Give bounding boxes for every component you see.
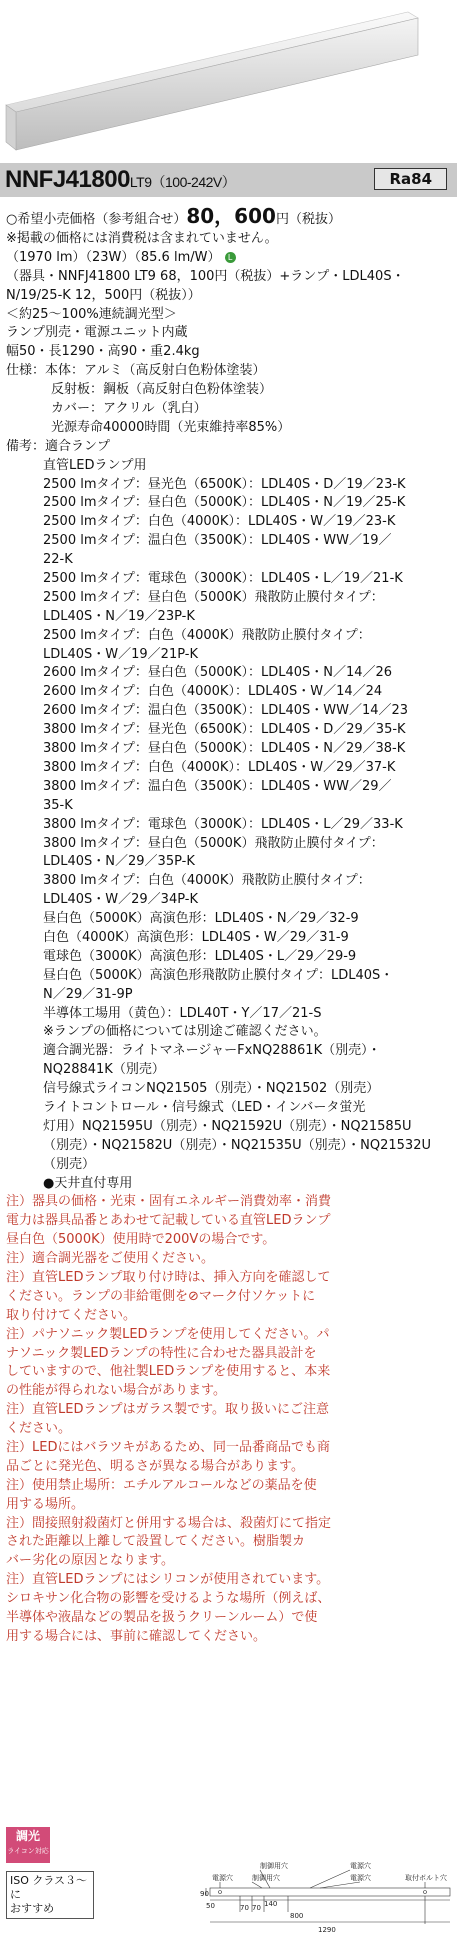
remark-line: 信号線式ライコンNQ21505（別売）・NQ21502（別売） bbox=[43, 1081, 380, 1097]
remark-line: 適合調光器：ライトマネージャーFxNQ28861K（別売）・ bbox=[43, 1043, 381, 1059]
notes-list bbox=[6, 1193, 453, 1646]
note-line: 注）直管LEDランプはガラス製です。取り扱いにご注意 bbox=[6, 1402, 330, 1418]
lamp-info: ランプ別売・電源ユニット内蔵 bbox=[6, 325, 188, 341]
remark-line: 3800 lmタイプ：電球色（3000K）：LDL40S・L／29／33-K bbox=[43, 816, 403, 832]
remark-line: （別売） bbox=[43, 1156, 96, 1172]
note-line: 半導体や液晶などの製品を扱うクリーンルーム）で使 bbox=[6, 1610, 318, 1626]
remark-line: 2600 lmタイプ：昼白色（5000K）：LDL40S・N／14／26 bbox=[43, 665, 393, 681]
remark-line: 22-K bbox=[43, 552, 73, 568]
remark-line: N／29／31-9P bbox=[43, 986, 133, 1002]
remark-line: 備考：適合ランプ bbox=[6, 438, 111, 454]
note-line: された距離以上離して設置してください。樹脂製カ bbox=[6, 1534, 306, 1550]
remark-line: 3800 lmタイプ：昼白色（5000K）飛散防止膜付タイプ： bbox=[43, 835, 384, 851]
remark-line: ●天井直付専用 bbox=[43, 1175, 133, 1191]
remark-line: 2600 lmタイプ：白色（4000K）：LDL40S・W／14／24 bbox=[43, 684, 383, 700]
remark-line: 3800 lmタイプ：昼光色（6500K）：LDL40S・D／29／35-K bbox=[43, 722, 406, 738]
spec-line: 反射板：鋼板（高反射白色粉体塗装） bbox=[51, 382, 273, 398]
diagram-dim: 70 bbox=[240, 1904, 249, 1912]
note-line: 注）パナソニック製LEDランプを使用してください。パ bbox=[6, 1326, 330, 1342]
dimensions-line: 幅50・長1290・高90・重2.4kg bbox=[6, 344, 200, 360]
remark-line: ライトコントロール・信号線式（LED・インバータ蛍光 bbox=[43, 1099, 366, 1115]
remark-line: 半導体工場用（黄色）：LDL40T・Y／17／21-S bbox=[43, 1005, 322, 1021]
ra-badge: Ra84 bbox=[374, 168, 447, 190]
note-line: 注）間接照射殺菌灯と併用する場合は、殺菌灯にて指定 bbox=[6, 1515, 332, 1531]
note-line: 用する場合には、事前に確認してください。 bbox=[6, 1628, 267, 1644]
l-mark-icon: L bbox=[225, 252, 236, 263]
dimension-diagram bbox=[200, 1860, 457, 1954]
iso-line: ISO クラス３～に bbox=[10, 1874, 88, 1901]
remark-line: 2500 lmタイプ：温白色（3500K）：LDL40S・WW／19／ bbox=[43, 533, 392, 549]
dimming-badge-title: 調光 bbox=[15, 1829, 40, 1843]
diagram-dim: 90 bbox=[200, 1890, 209, 1898]
price-line: ○希望小売価格（参考組合せ）80，600円（税抜） bbox=[6, 204, 341, 228]
remark-line: 灯用）NQ21595U（別売）・NQ21592U（別売）・NQ21585U bbox=[43, 1118, 412, 1134]
remark-line: 35-K bbox=[43, 797, 73, 813]
model-suffix: LT9（100-242V） bbox=[129, 174, 236, 190]
remark-line: 白色（4000K）高演色形：LDL40S・W／29／31-9 bbox=[43, 929, 349, 945]
remark-line: 2500 lmタイプ：昼光色（6500K）：LDL40S・D／19／23-K bbox=[43, 476, 406, 492]
note-line: 注）直管LEDランプ取り付け時は、挿入方向を確認して bbox=[6, 1269, 331, 1285]
remark-line: 昼白色（5000K）高演色形：LDL40S・N／29／32-9 bbox=[43, 911, 359, 927]
note-line: 昼白色（5000K）使用時で200Vの場合です。 bbox=[6, 1232, 276, 1248]
product-image bbox=[0, 0, 457, 160]
diagram-dim: 800 bbox=[290, 1912, 304, 1920]
note-line: 電力は器具品番とあわせて記載している直管LEDランプ bbox=[6, 1213, 331, 1229]
diagram-label: 取付ボルト穴 bbox=[405, 1874, 447, 1882]
dimming-range: ＜約25～100%連続調光型＞ bbox=[6, 306, 177, 322]
remark-line: ※ランプの価格については別途ご確認ください。 bbox=[43, 1024, 327, 1040]
diagram-label: 制御用穴 bbox=[260, 1862, 288, 1870]
diagram-label: 電源穴 bbox=[350, 1862, 371, 1870]
remark-line: 2500 lmタイプ：昼白色（5000K）：LDL40S・N／19／25-K bbox=[43, 495, 406, 511]
remark-line: 3800 lmタイプ：昼白色（5000K）：LDL40S・N／29／38-K bbox=[43, 741, 406, 757]
dimming-badge bbox=[6, 1827, 50, 1863]
note-line: の性能が得られない場合があります。 bbox=[6, 1383, 226, 1399]
price-value: 80，600 bbox=[186, 204, 276, 228]
spec-line: 光源寿命40000時間（光束維持率85%） bbox=[51, 419, 291, 435]
diagram-dim: 70 bbox=[252, 1904, 261, 1912]
breakdown-line: N/19/25-K 12，500円（税抜）） bbox=[6, 287, 201, 303]
note-line: 注）直管LEDランプにはシリコンが使用されています。 bbox=[6, 1572, 330, 1588]
remark-line: NQ28841K（別売） bbox=[43, 1062, 165, 1078]
product-header bbox=[0, 163, 457, 197]
diagram-dim: 1290 bbox=[318, 1926, 336, 1934]
note-line: 注）適合調光器をご使用ください。 bbox=[6, 1251, 215, 1267]
note-line: 取り付けてください。 bbox=[6, 1307, 137, 1323]
spec-text bbox=[6, 204, 453, 1647]
diagram-label: 電源穴 bbox=[212, 1874, 233, 1882]
note-line: ください。 bbox=[6, 1421, 72, 1437]
remark-line: LDL40S・W／29／34P-K bbox=[43, 892, 198, 908]
note-line: 用する場所。 bbox=[6, 1496, 85, 1512]
dimming-badge-sub: ライコン対応 bbox=[7, 1847, 49, 1855]
remark-line: 2500 lmタイプ：白色（4000K）飛散防止膜付タイプ： bbox=[43, 627, 371, 643]
note-line: ください。ランプの非給電側を⊘マーク付ソケットに bbox=[6, 1288, 316, 1304]
note-line: ナソニック製LEDランプの特性に合わせた器具設計を bbox=[6, 1345, 317, 1361]
note-line: 品ごとに発光色、明るさが異なる場合があります。 bbox=[6, 1458, 304, 1474]
diagram-label: 電源穴 bbox=[350, 1874, 371, 1882]
remark-line: 電球色（3000K）高演色形：LDL40S・L／29／29-9 bbox=[43, 948, 357, 964]
note-line: 注）LEDにはバラツキがあるため、同一品番商品でも商 bbox=[6, 1440, 330, 1455]
remark-line: 直管LEDランプ用 bbox=[43, 457, 147, 473]
iso-line: おすすめ bbox=[10, 1902, 55, 1915]
remark-line: 2500 lmタイプ：昼白色（5000K）飛散防止膜付タイプ： bbox=[43, 589, 384, 605]
tax-note: ※掲載の価格には消費税は含まれていません。 bbox=[6, 231, 278, 246]
note-line: 注）器具の価格・光束・固有エネルギー消費効率・消費 bbox=[6, 1194, 332, 1210]
spec-line: カバー：アクリル（乳白） bbox=[51, 401, 207, 417]
iso-class-box bbox=[6, 1871, 94, 1919]
remark-line: LDL40S・N／19／23P-K bbox=[43, 608, 195, 624]
diagram-dim: 140 bbox=[264, 1900, 278, 1908]
efficiency-line: （1970 lm）（23W）（85.6 lm/W） L bbox=[6, 249, 453, 268]
note-line: していますので、他社製LEDランプを使用すると、本来 bbox=[6, 1364, 331, 1380]
note-line: シロキサン化合物の影響を受けるような場所（例えば、 bbox=[6, 1591, 331, 1607]
remark-line: LDL40S・N／29／35P-K bbox=[43, 854, 195, 870]
remark-line: 2500 lmタイプ：電球色（3000K）：LDL40S・L／19／21-K bbox=[43, 571, 403, 587]
spec-line: 仕様：本体：アルミ（高反射白色粉体塗装） bbox=[6, 363, 266, 379]
remark-line: 2600 lmタイプ：温白色（3500K）：LDL40S・WW／14／23 bbox=[43, 703, 409, 719]
remark-line: 昼白色（5000K）高演色形飛散防止膜付タイプ：LDL40S・ bbox=[43, 967, 394, 983]
remark-line: 3800 lmタイプ：温白色（3500K）：LDL40S・WW／29／ bbox=[43, 778, 392, 794]
remark-line: （別売）・NQ21582U（別売）・NQ21535U（別売）・NQ21532U bbox=[43, 1137, 431, 1153]
remark-line: 2500 lmタイプ：白色（4000K）：LDL40S・W／19／23-K bbox=[43, 514, 396, 530]
remark-line: 3800 lmタイプ：白色（4000K）飛散防止膜付タイプ： bbox=[43, 873, 371, 889]
remark-line: 3800 lmタイプ：白色（4000K）：LDL40S・W／29／37-K bbox=[43, 759, 396, 775]
note-line: バー劣化の原因となります。 bbox=[6, 1553, 174, 1569]
model-number: NNFJ41800LT9（100-242V） bbox=[5, 166, 236, 193]
breakdown-line: （器具・NNFJ41800 LT9 68，100円（税抜）+ランプ・LDL40S・ bbox=[6, 268, 405, 284]
remarks-list bbox=[6, 457, 453, 1194]
remark-line: LDL40S・W／19／21P-K bbox=[43, 646, 198, 662]
note-line: 注）使用禁止場所：エチルアルコールなどの薬品を使 bbox=[6, 1477, 317, 1493]
diagram-dim: 50 bbox=[206, 1902, 215, 1910]
diagram-label: 制御用穴 bbox=[252, 1874, 280, 1882]
